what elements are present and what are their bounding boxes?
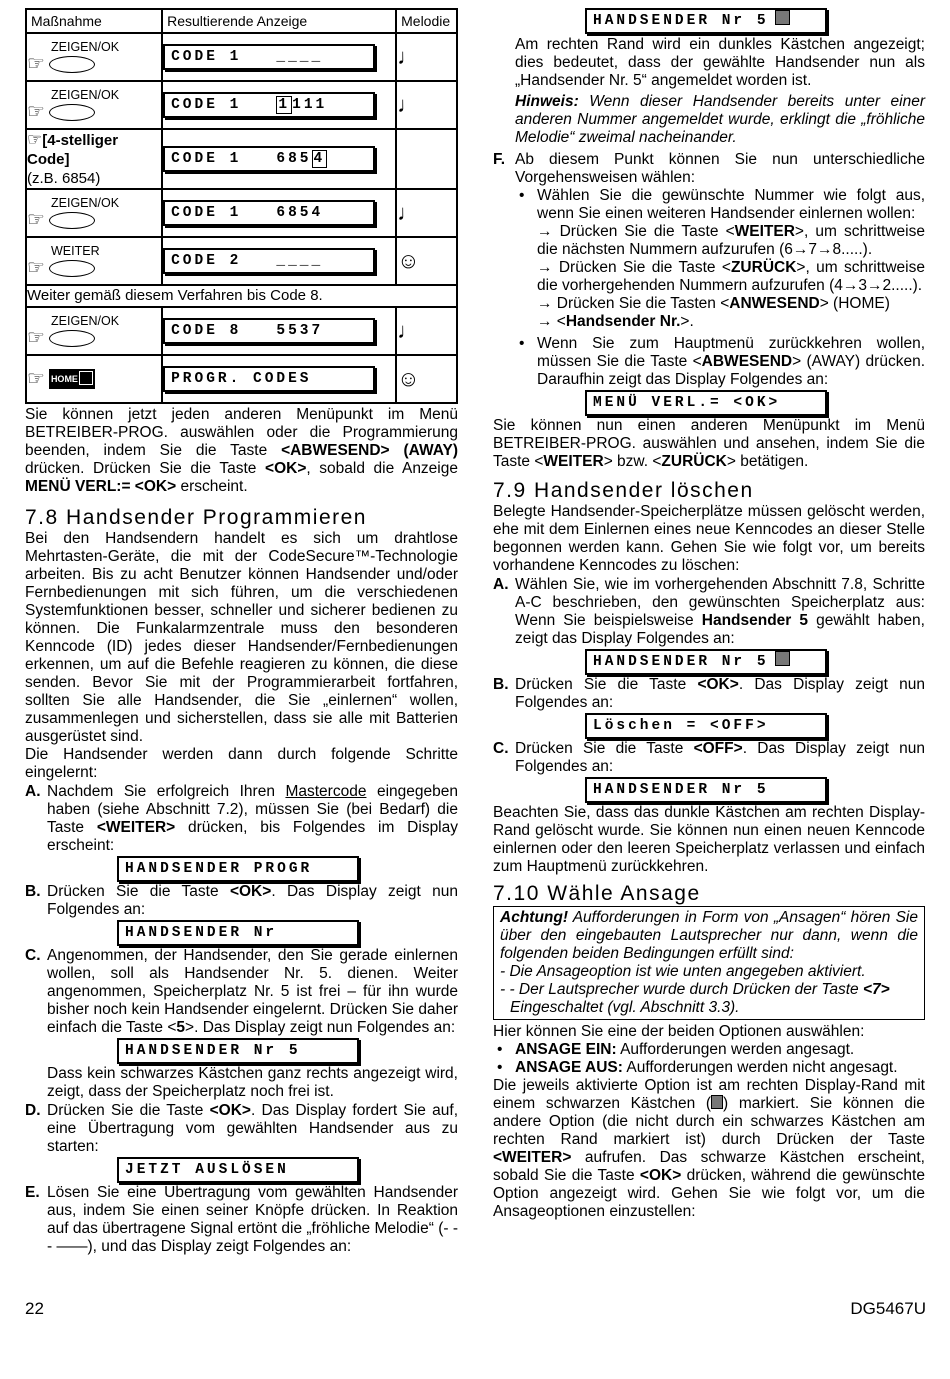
paragraph: Am rechten Rand wird ein dunkles Kästchen angezeigt; dies bedeutet, dass der gewählte Handsender nun als „Handsender Nr. 5“ angemeldet worden ist. xyxy=(515,36,925,89)
pointing-hand-icon: ☞ xyxy=(27,368,45,390)
arrow-instruction: → Drücken Sie die Tasten <ANWESEND> (HOME) xyxy=(537,295,890,312)
lcd-display: CODE 2 ____ xyxy=(163,248,375,274)
action-cell xyxy=(26,189,162,237)
lcd-display: CODE 1 685 4 xyxy=(163,146,375,172)
pointing-hand-icon: ☞ xyxy=(27,257,45,279)
dark-square-icon xyxy=(711,1095,723,1109)
list-item: • Wählen Sie die gewünschte Nummer wie folgt aus, wenn Sie einen weiteren Handsender einlernen wollen: → Drücken Sie die Taste <WEITER>, um schrittweise die nächsten Nummern aufzurufen (6→7→8.....). → Drücken Sie die Taste <ZURÜCK>, um schrittweise die vorhergehenden Nummern aufzurufen (4→3→2.....). → Drücken Sie die Tasten <ANWESEND> (HOME) → <Handsender Nr.>. xyxy=(515,187,925,331)
key-button-icon xyxy=(49,104,95,121)
header-melody: Melodie xyxy=(396,9,457,33)
section-heading-7-9: 7.9 Handsender löschen xyxy=(493,479,754,502)
pointing-hand-icon: ☞ xyxy=(27,130,43,149)
lcd-display: JETZT AUSLÖSEN xyxy=(117,1157,359,1183)
list-item: • Wenn Sie zum Hauptmenü zurückkehren wollen, müssen Sie die Taste <ABWESEND> (AWAY) drücken. Daraufhin zeigt das Display Folgendes an: xyxy=(515,335,925,389)
paragraph: Beachten Sie, dass das dunkle Kästchen am rechten Display-Rand gelöscht wurde. Sie können nun einen neuen Kenncode einlernen oder den leeren Speicherplatz verlassen und einfach zum Hauptmenü zurückkehren. xyxy=(493,804,925,875)
melody-note-icon: ♩ xyxy=(396,189,457,237)
table-row xyxy=(26,237,457,285)
table-row xyxy=(26,81,457,129)
cursor-box: 4 xyxy=(313,151,326,167)
display-cell xyxy=(162,129,396,189)
table-header xyxy=(26,9,457,33)
table-row xyxy=(26,355,457,403)
table-row xyxy=(26,129,457,189)
arrow-instruction: → Drücken Sie die Taste <WEITER>, um schrittweise die nächsten Nummern aufzurufen (6→7→8.....). xyxy=(537,223,925,258)
header-display: Resultierende Anzeige xyxy=(162,9,396,33)
melody-cell xyxy=(396,129,457,189)
hint-note: Hinweis: Wenn dieser Handsender bereits unter einer anderen Nummer angemeldet wurde, erklingt die „fröhliche Melodie“ zweimal nacheinander. xyxy=(515,93,925,146)
list-item: • ANSAGE AUS: Aufforderungen werden nicht angesagt. xyxy=(493,1059,925,1077)
lcd-display: MENÜ VERL.= <OK> xyxy=(585,390,827,416)
lcd-display: HANDSENDER Nr 5 xyxy=(585,8,827,34)
key-label: ZEIGEN/OK xyxy=(51,196,120,210)
span-note: Weiter gemäß diesem Verfahren bis Code 8. xyxy=(26,285,457,307)
key-label: ZEIGEN/OK xyxy=(51,314,120,328)
melody-note-icon: ♩ xyxy=(396,81,457,129)
option-list xyxy=(493,1041,925,1077)
key-button-icon xyxy=(49,212,95,229)
paragraph: Sie können nun einen anderen Menüpunkt im Menü BETREIBER-PROG. auswählen und ansehen, indem Sie die Taste <WEITER> bzw. <ZURÜCK> betätigen. xyxy=(493,417,925,470)
dark-square-icon xyxy=(775,651,790,666)
lcd-display: HANDSENDER Nr 5 xyxy=(117,1038,359,1064)
intro-paragraph: Sie können jetzt jeden anderen Menüpunkt im Menü BETREIBER-PROG. auswählen oder die Programmierung beenden, indem Sie die Taste <ABWESEND> (AWAY) drücken. Drücken Sie die Taste <OK>, sobald die Anzeige MENÜ VERL:= <OK> erscheint. xyxy=(25,406,458,495)
attention-box: Achtung! Aufforderungen in Form von „Ansagen“ hören Sie über den eingebauten Lautsprecher nur dann, wenn die folgenden beiden Bedingungen erfüllt sind: - Die Ansageoption ist wie unten angegeben aktiviert. - - Der Lautsprecher wurde durch Drücken der Taste <7> Eingeschaltet (vgl. Abschnitt 3.3). xyxy=(493,906,925,1020)
section-heading-7-8: 7.8 Handsender Programmieren xyxy=(25,506,367,529)
home-key-icon: HOME xyxy=(49,369,95,389)
step-a: A. Wählen Sie, wie im vorhergehenden Abschnitt 7.8, Schritte A-C beschrieben, den gewünschten Speicherplatz aus: Wenn Sie beispielsweise Handsender 5 gewählt haben, zeigt das Display Folgendes an: xyxy=(493,576,925,647)
key-button-icon xyxy=(49,330,95,347)
page-number: 22 xyxy=(25,1299,44,1318)
melody-note-icon: ♩ xyxy=(396,33,457,81)
lcd-display: HANDSENDER PROGR xyxy=(117,856,359,882)
step-c-note: Dass kein schwarzes Kästchen ganz rechts angezeigt wird, zeigt, dass der Speicherplatz noch frei ist. xyxy=(47,1065,458,1100)
lcd-display: HANDSENDER Nr 5 xyxy=(585,777,827,803)
right-column xyxy=(493,8,925,1221)
display-cell xyxy=(162,237,396,285)
step-a: A. Nachdem Sie erfolgreich Ihren Mastercode eingegeben haben (siehe Abschnitt 7.2), müssen Sie (bei Bedarf) die Taste <WEITER> drücken, bis Folgendes im Display erscheint: xyxy=(25,783,458,854)
pointing-hand-icon: ☞ xyxy=(27,101,45,123)
table-row xyxy=(26,285,457,307)
step-c: C. Angenommen, der Handsender, den Sie gerade einlernen wollen, soll als Handsender Nr. 5. dienen. Weiter angenommen, Speicherplatz Nr. 5 ist frei – für ihn wurde bisher noch kein Handsender eingelernt. Drücken Sie daher einfach die Taste <5>. Das Display zeigt nun Folgendes an: xyxy=(25,947,458,1036)
key-label: ZEIGEN/OK xyxy=(51,88,120,102)
document-code: DG5467U xyxy=(850,1299,926,1318)
cursor-box: 1 xyxy=(278,97,291,113)
display-cell xyxy=(162,33,396,81)
key-label: ZEIGEN/OK xyxy=(51,40,120,54)
lcd-display: HANDSENDER Nr xyxy=(117,920,359,946)
action-cell xyxy=(26,33,162,81)
arrow-instruction: → <Handsender Nr.>. xyxy=(537,313,694,330)
table-row xyxy=(26,307,457,355)
pointing-hand-icon: ☞ xyxy=(27,209,45,231)
step-f: F. Ab diesem Punkt können Sie nun unterschiedliche Vorgehensweisen wählen: xyxy=(493,151,925,186)
paragraph: Die jeweils aktivierte Option ist am rechten Display-Rand mit einem schwarzen Kästchen ( ) markiert. Sie können die andere Option (die nicht durch ein schwarzes Kästchen am rechten Rand markiert ist) durch Drücken der Taste <WEITER> aufrufen. Das schwarze Kästchen erscheint, sobald Sie die Taste <OK> drücken, während die gewünschte Option angezeigt wird. Gehen Sie wie folgt vor, um die Ansageoptionen einzustellen: xyxy=(493,1077,925,1220)
paragraph: Bei den Handsendern handelt es sich um drahtlose Mehrtasten-Geräte, die mit der CodeSecure™-Technologie arbeiten. Bis zu acht Benutzer können Handsender und/oder Fernbedienungen mit sich führen, um die verschiedenen Systemfunktionen besser, schneller und sicherer bedienen zu können. Die Funkalarmzentrale muss den besonderen Kenncode (ID) jedes dieser Handsender/Fernbedienungen erkennen, um auf die Befehle reagieren zu können, die diese senden. Bevor Sie mit der Programmierarbeit fortfahren, sollten Sie alle Handsender, die Sie „einlernen“ wollen, zusammenlegen und sicherstellen, dass sie alle mit Batterien ausgerüstet sind. xyxy=(25,530,458,745)
step-b: B. Drücken Sie die Taste <OK>. Das Display zeigt nun Folgendes an: xyxy=(25,883,458,918)
pointing-hand-icon: ☞ xyxy=(27,53,45,75)
left-column xyxy=(25,8,458,1256)
option-list xyxy=(515,187,925,389)
key-button-icon xyxy=(49,260,95,277)
key-code-label: [4-stelliger Code] xyxy=(27,132,119,168)
list-item: • ANSAGE EIN: Aufforderungen werden angesagt. xyxy=(493,1041,925,1059)
display-cell xyxy=(162,189,396,237)
paragraph: Die Handsender werden dann durch folgende Schritte eingelernt: xyxy=(25,746,458,781)
pointing-hand-icon: ☞ xyxy=(27,327,45,349)
display-cell xyxy=(162,307,396,355)
smiley-icon: ☺ xyxy=(396,355,457,403)
lcd-display: CODE 1 1 111 xyxy=(163,92,375,118)
programming-table xyxy=(25,8,458,404)
paragraph: Hier können Sie eine der beiden Optionen auswählen: xyxy=(493,1023,865,1040)
key-note: (z.B. 6854) xyxy=(27,170,101,187)
key-label: WEITER xyxy=(51,244,100,258)
step-d: D. Drücken Sie die Taste <OK>. Das Display fordert Sie auf, eine Übertragung vom gewählten Handsender aus zu starten: xyxy=(25,1102,459,1155)
action-cell xyxy=(26,307,162,355)
step-b: B. Drücken Sie die Taste <OK>. Das Display zeigt nun Folgendes an: xyxy=(493,676,925,711)
lcd-display: CODE 1 6854 xyxy=(163,200,375,226)
action-cell xyxy=(26,129,162,189)
lcd-display: CODE 8 5537 xyxy=(163,318,375,344)
action-cell xyxy=(26,81,162,129)
lcd-display: Löschen = <OFF> xyxy=(585,713,827,739)
step-c: C. Drücken Sie die Taste <OFF>. Das Display zeigt nun Folgendes an: xyxy=(493,740,925,775)
smiley-icon: ☺ xyxy=(396,237,457,285)
action-cell xyxy=(26,355,162,403)
display-cell xyxy=(162,81,396,129)
lcd-display: PROGR. CODES xyxy=(163,366,375,392)
paragraph: Belegte Handsender-Speicherplätze müssen gelöscht werden, ehe mit dem Einlernen eines neue Kenncodes an dieser Stelle begonnen werden kann. Gehen Sie wie folgt vor, um bereits vorhandene Kenncodes zu löschen: xyxy=(493,503,925,574)
header-action: Maßnahme xyxy=(26,9,162,33)
dark-square-icon xyxy=(775,10,790,25)
lcd-display: CODE 1 ____ xyxy=(163,44,375,70)
step-e: E. Lösen Sie eine Übertragung vom gewählten Handsender aus, indem Sie einen seiner Knöpfe drücken. In Reaktion auf das übertragene Signal ertönt die „fröhliche Melodie“ (- - - ——), und das Display zeigt Folgendes an: xyxy=(25,1184,458,1255)
melody-note-icon: ♩ xyxy=(396,307,457,355)
key-button-icon xyxy=(49,56,95,73)
action-cell xyxy=(26,237,162,285)
section-heading-7-10: 7.10 Wähle Ansage xyxy=(493,882,701,905)
display-cell xyxy=(162,355,396,403)
table-row xyxy=(26,33,457,81)
table-row xyxy=(26,189,457,237)
lcd-display: HANDSENDER Nr 5 xyxy=(585,649,827,675)
arrow-instruction: → Drücken Sie die Taste <ZURÜCK>, um schrittweise die vorhergehenden Nummern aufzurufen (4→3→2.....). xyxy=(537,259,925,294)
